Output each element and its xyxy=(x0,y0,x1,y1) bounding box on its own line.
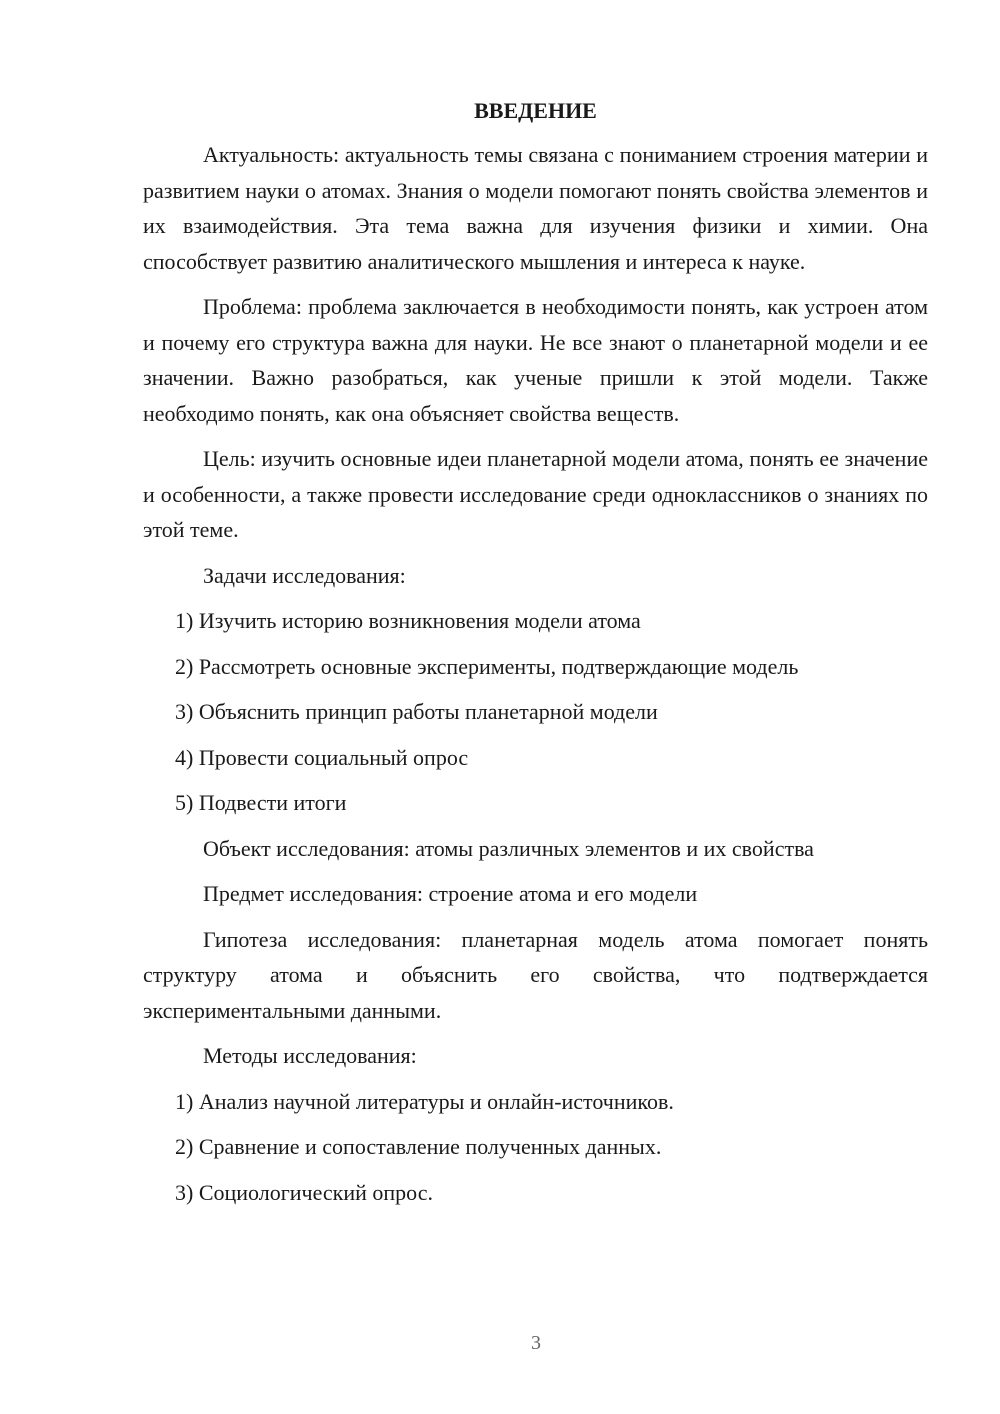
page-number: 3 xyxy=(531,1332,541,1354)
tasks-label: Задачи исследования: xyxy=(203,562,406,588)
task-item: 3) Объяснить принцип работы планетарной модели xyxy=(175,699,658,724)
subject-line: Предмет исследования: строение атома и его модели xyxy=(203,881,698,906)
methods-label: Методы исследования: xyxy=(203,1043,417,1068)
task-item: 4) Провести социальный опрос xyxy=(175,744,469,770)
page-title: ВВЕДЕНИЕ xyxy=(474,98,597,123)
task-item: 2) Рассмотреть основные эксперименты, подтверждающие модель xyxy=(175,653,799,679)
relevance-paragraph: Актуальность: актуальность темы связана с пониманием строения материи и развитием науки о атомах. Знания о модели помогают понять свойства элементов и их взаимодействия. Эта тема важна для изучения физики и химии. Она способствует развитию аналитического мышления и интереса к науке. xyxy=(143,142,928,274)
method-item: 1) Анализ научной литературы и онлайн-источников. xyxy=(175,1088,674,1114)
method-item: 3) Социологический опрос. xyxy=(175,1179,433,1205)
goal-paragraph: Цель: изучить основные идеи планетарной модели атома, понять ее значение и особенности, а также провести исследование среди одноклассников о знаниях по этой теме. xyxy=(143,446,928,542)
problem-paragraph: Проблема: проблема заключается в необходимости понять, как устроен атом и почему его структура важна для науки. Не все знают о планетарной модели и ее значении. Важно разобраться, как ученые пришли к этой модели. Также необходимо понять, как она объясняет свойства веществ. xyxy=(143,294,928,426)
object-line: Объект исследования: атомы различных элементов и их свойства xyxy=(203,835,814,861)
hypothesis-paragraph: Гипотеза исследования: планетарная модель атома помогает понять структуру атома и объяснить его свойства, что подтверждается экспериментальными данными. xyxy=(143,926,928,1023)
task-item: 5) Подвести итоги xyxy=(175,790,347,815)
method-item: 2) Сравнение и сопоставление полученных данных. xyxy=(175,1134,662,1159)
task-item: 1) Изучить историю возникновения модели атома xyxy=(175,608,641,633)
page-content xyxy=(143,95,928,1220)
